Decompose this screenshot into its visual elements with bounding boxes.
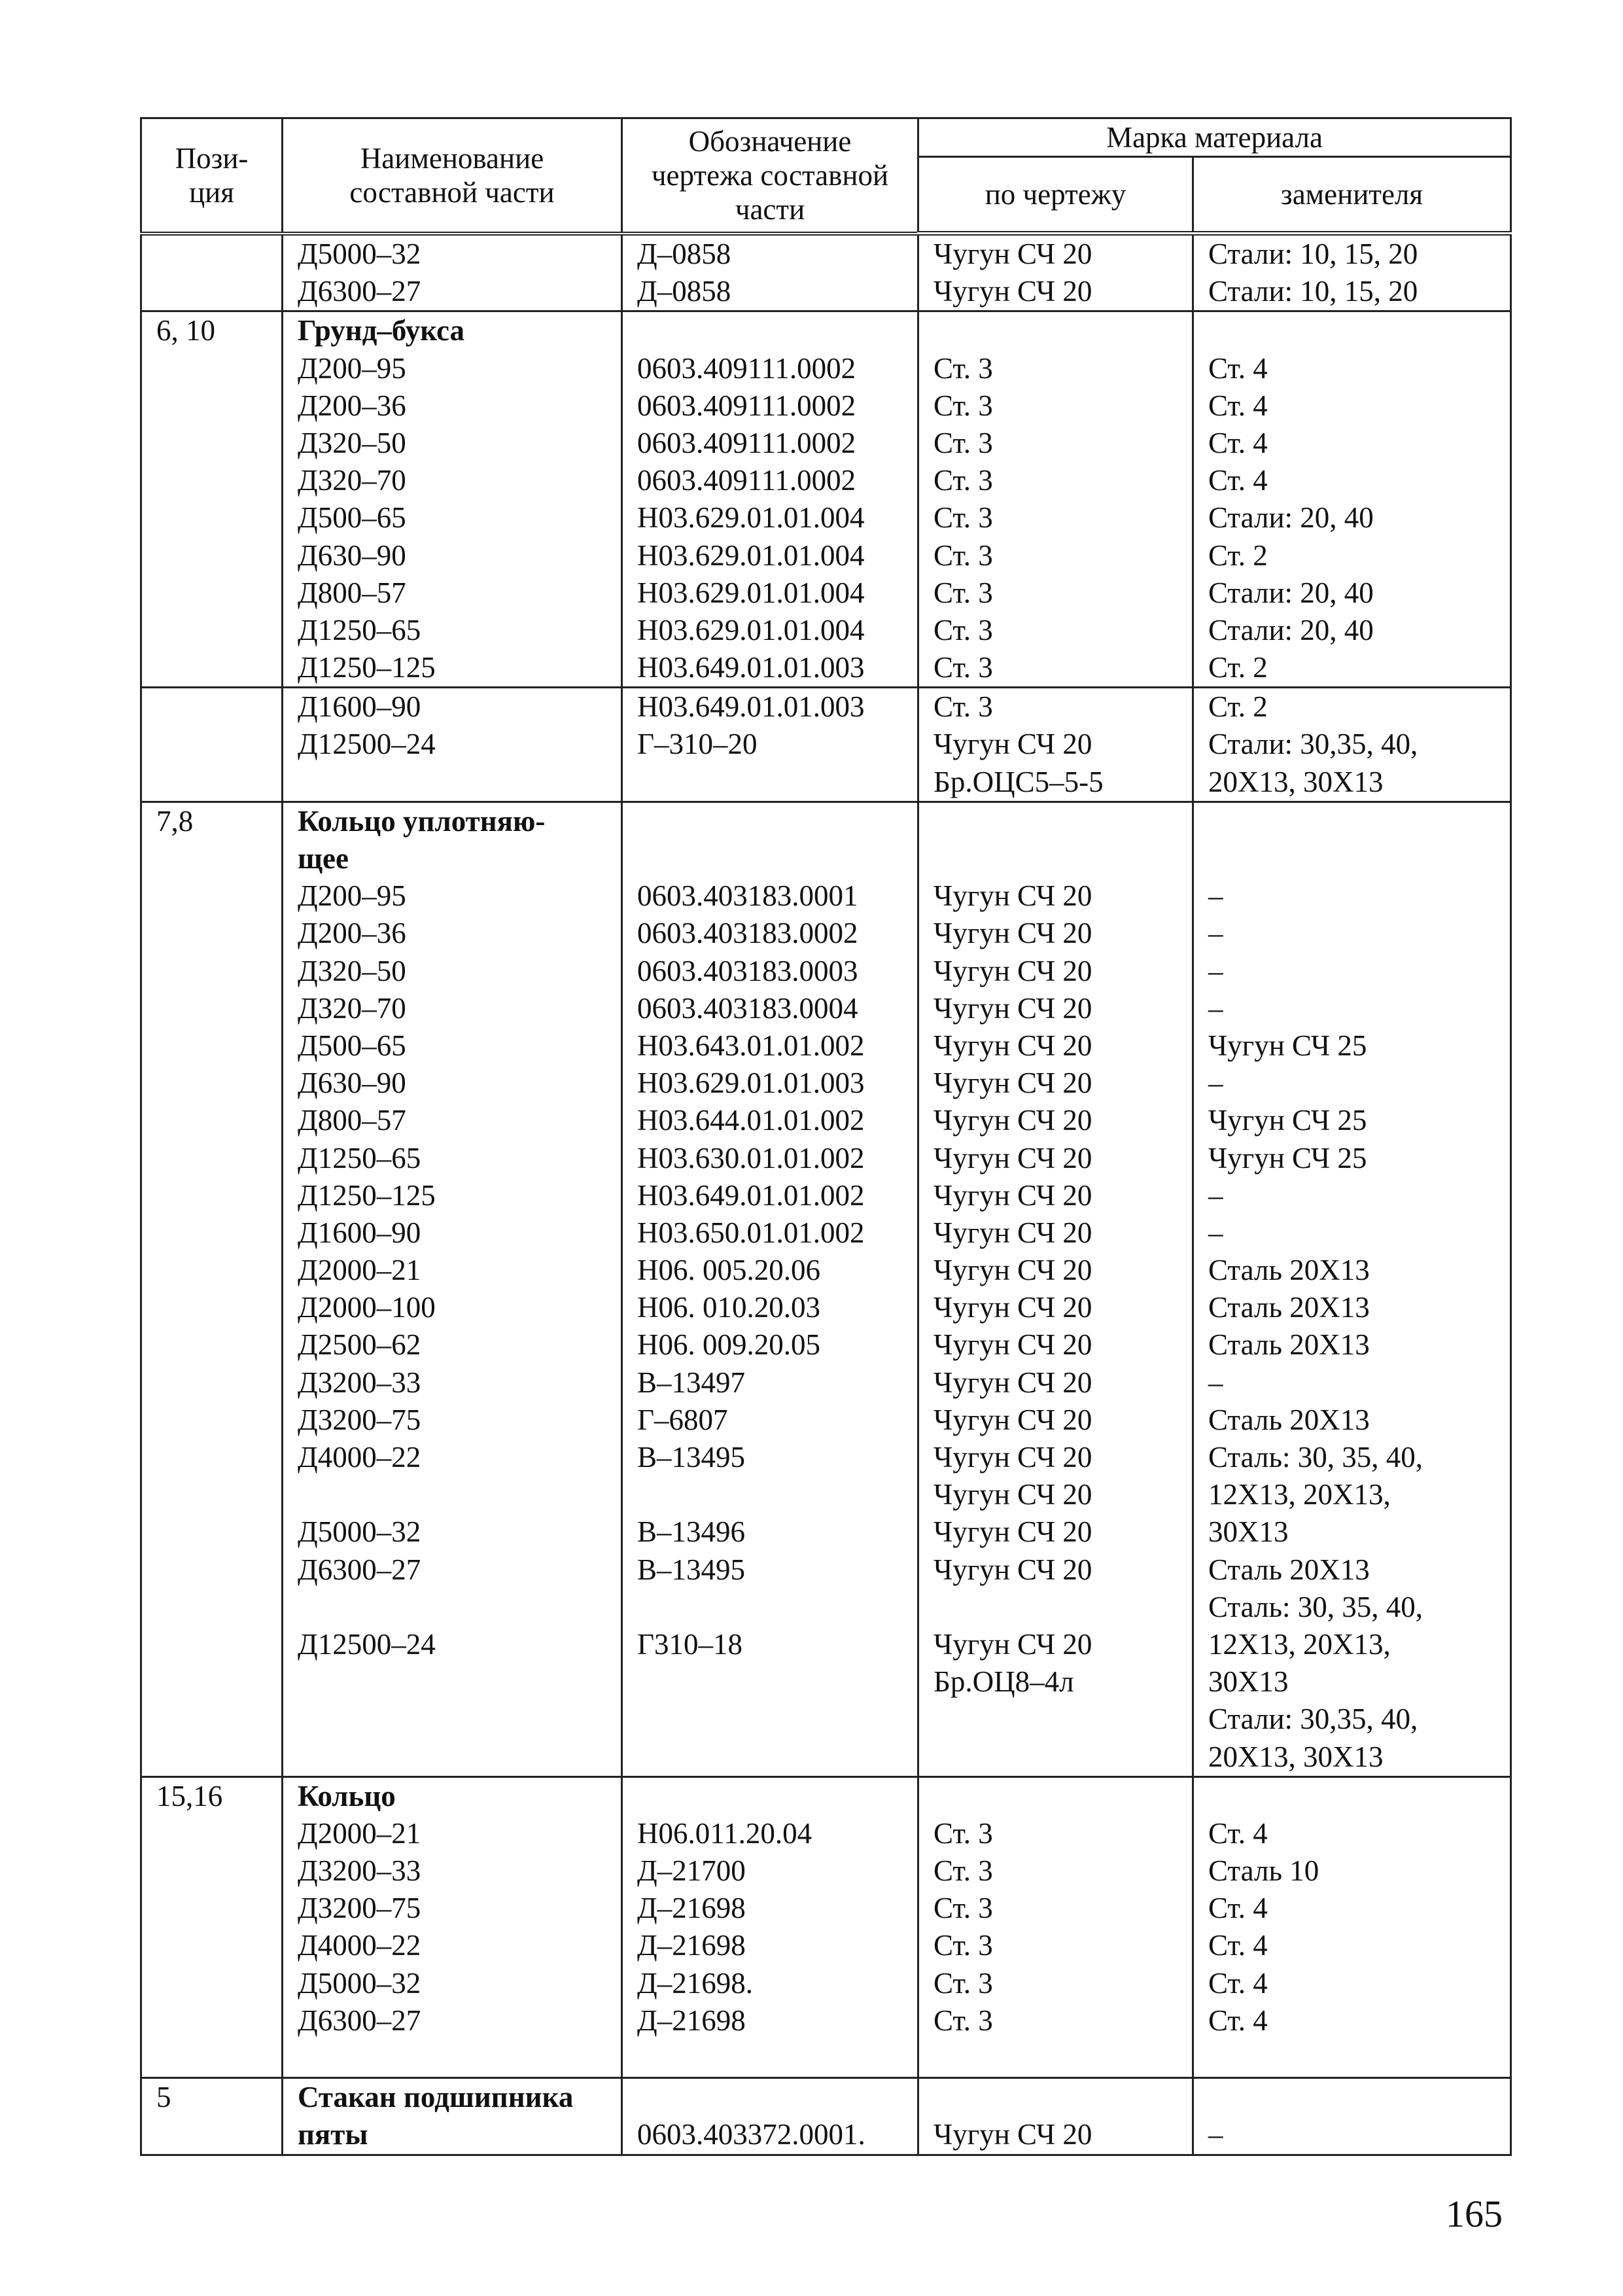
part-name: Д800–57 [298, 1104, 406, 1137]
name-cell [283, 688, 622, 802]
position-value: 15,16 [156, 1779, 223, 1812]
table-row-group [141, 802, 1511, 1776]
material-value [934, 1701, 1192, 1738]
substitute-value: 30Х13 [1208, 1665, 1289, 1699]
part-name [298, 1476, 621, 1513]
drawing-number: Н03.649.01.01.003 [637, 690, 865, 724]
part-name [298, 1701, 621, 1738]
drawing-cell [622, 311, 918, 688]
part-name [298, 2040, 621, 2077]
substitute-value: Ст. 4 [1208, 1816, 1268, 1850]
drawing-cell [622, 1776, 918, 2078]
material-value: Чугун СЧ 20 [934, 728, 1092, 761]
drawing-number [637, 764, 917, 801]
substitute-value: Ст. 4 [1208, 426, 1268, 459]
name-cell [283, 2078, 622, 2155]
material-value: Чугун СЧ 20 [934, 1478, 1092, 1511]
material-value: Ст. 3 [934, 576, 993, 609]
drawing-number [637, 1589, 917, 1626]
material-value: Чугун СЧ 20 [934, 1104, 1092, 1137]
material-value [934, 803, 1192, 840]
drawing-number: Н03.650.01.01.002 [637, 1216, 865, 1249]
substitute-value: Чугун СЧ 25 [1208, 1029, 1367, 1062]
material-value: Ст. 3 [934, 1854, 993, 1888]
substitute-value: Сталь: 30, 35, 40, [1208, 1441, 1423, 1474]
material-cell [918, 1776, 1193, 2078]
substitute-cell [1193, 234, 1511, 311]
drawing-number [637, 1778, 917, 1815]
drawing-number: 0603.403183.0002 [637, 917, 858, 950]
material-value: Ст. 3 [934, 1966, 993, 2000]
substitute-value: Ст. 4 [1208, 389, 1268, 422]
material-value: Чугун СЧ 20 [934, 1029, 1092, 1062]
position-cell [141, 311, 283, 688]
material-value: Ст. 3 [934, 351, 993, 385]
part-name: Д1250–65 [298, 1141, 421, 1174]
substitute-value: Сталь 10 [1208, 1854, 1319, 1888]
material-cell [918, 234, 1193, 311]
substitute-value: – [1208, 991, 1223, 1025]
material-value [934, 840, 1192, 877]
substitute-value: Стали: 10, 15, 20 [1208, 238, 1418, 270]
substitute-value: – [1208, 1067, 1223, 1100]
material-value: Чугун СЧ 20 [934, 1067, 1092, 1100]
part-name: Д2000–21 [298, 1254, 421, 1287]
drawing-number: Н03.630.01.01.002 [637, 1141, 865, 1174]
drawing-number: 0603.409111.0002 [637, 389, 856, 422]
part-name: Д2500–62 [298, 1328, 421, 1362]
substitute-value: Ст. 4 [1208, 1892, 1268, 1925]
part-name: Д3200–33 [298, 1854, 421, 1888]
part-name: Д1600–90 [298, 1216, 421, 1249]
material-value [934, 2040, 1192, 2077]
part-name: Д3200–75 [298, 1403, 421, 1436]
substitute-value [1208, 312, 1510, 349]
material-value: Ст. 3 [934, 426, 993, 459]
part-name: щее [298, 842, 349, 875]
name-cell [283, 311, 622, 688]
header-name: Наименование составной части [283, 118, 622, 234]
part-name: Д200–95 [298, 879, 406, 913]
material-value [934, 312, 1192, 349]
substitute-value: 20Х13, 30Х13 [1208, 1740, 1384, 1773]
substitute-value: 12Х13, 20Х13, [1208, 1478, 1391, 1511]
part-name: Д200–36 [298, 917, 406, 950]
material-value: Чугун СЧ 20 [934, 991, 1092, 1025]
table-body [141, 234, 1511, 2155]
part-name: пяты [298, 2118, 368, 2151]
substitute-value: Ст. 2 [1208, 690, 1268, 724]
substitute-value: Стали: 20, 40 [1208, 576, 1374, 609]
substitute-cell [1193, 1776, 1511, 2078]
substitute-cell [1193, 2078, 1511, 2155]
drawing-number: В–13496 [637, 1515, 746, 1549]
material-value: Ст. 3 [934, 613, 993, 646]
header-material: Марка материала [918, 118, 1511, 157]
material-value [934, 1739, 1192, 1776]
drawing-number: Д–0858 [637, 237, 731, 270]
substitute-value: Сталь 20Х13 [1208, 1328, 1370, 1362]
drawing-number: Г310–18 [637, 1627, 743, 1661]
drawing-number: Н03.629.01.01.004 [637, 539, 865, 572]
material-value: Чугун СЧ 20 [934, 275, 1092, 308]
table-header [141, 118, 1511, 234]
drawing-number: 0603.409111.0002 [637, 426, 856, 459]
material-value: Ст. 3 [934, 690, 993, 724]
drawing-number: Н03.643.01.01.002 [637, 1029, 865, 1062]
material-value: Чугун СЧ 20 [934, 1553, 1092, 1586]
drawing-number: 0603.403183.0004 [637, 991, 858, 1025]
material-value: Ст. 3 [934, 651, 993, 684]
drawing-number [637, 803, 917, 840]
substitute-value: Чугун СЧ 25 [1208, 1141, 1367, 1174]
drawing-number [637, 2079, 917, 2116]
part-name: Кольцо [298, 1779, 396, 1812]
material-value: Бр.ОЦС5–5-5 [934, 765, 1104, 798]
material-cell [918, 311, 1193, 688]
drawing-number [637, 2040, 917, 2077]
drawing-number: Н06. 009.20.05 [637, 1328, 820, 1362]
part-name: Д1250–125 [298, 1178, 436, 1212]
table-row-group [141, 311, 1511, 688]
substitute-value: Сталь 20Х13 [1208, 1291, 1370, 1324]
drawing-number: Н03.649.01.01.003 [637, 651, 865, 684]
drawing-number: Н06. 005.20.06 [637, 1254, 820, 1287]
drawing-number: Д–21698 [637, 2004, 746, 2037]
substitute-value: Ст. 4 [1208, 1966, 1268, 2000]
drawing-number: Н03.629.01.01.004 [637, 613, 865, 646]
material-value: Чугун СЧ 20 [934, 1515, 1092, 1549]
material-value: Чугун СЧ 20 [934, 1441, 1092, 1474]
material-value: Ст. 3 [934, 464, 993, 497]
substitute-value: Ст. 4 [1208, 464, 1268, 497]
part-name: Д5000–32 [298, 237, 421, 270]
name-cell [283, 1776, 622, 2078]
part-name: Стакан подшипника [298, 2081, 574, 2114]
substitute-value: Стали: 10, 15, 20 [1208, 275, 1418, 308]
material-value: Ст. 3 [934, 501, 993, 535]
part-name: Д6300–27 [298, 1553, 421, 1586]
drawing-number: 0603.403183.0003 [637, 954, 858, 987]
drawing-number: 0603.403183.0001 [637, 879, 858, 913]
substitute-value: Стали: 30,35, 40, [1208, 1703, 1418, 1736]
substitute-value: – [1208, 1178, 1223, 1212]
substitute-value [1208, 2040, 1510, 2077]
position-cell [141, 2078, 283, 2155]
part-name: Грунд–букса [298, 314, 465, 347]
drawing-number: Н06. 010.20.03 [637, 1291, 820, 1324]
substitute-value: Сталь 20Х13 [1208, 1403, 1370, 1436]
part-name: Д3200–75 [298, 1892, 421, 1925]
part-name: Д800–57 [298, 576, 406, 609]
drawing-number [637, 1476, 917, 1513]
part-name [298, 1739, 621, 1776]
drawing-number: Г–310–20 [637, 728, 758, 761]
drawing-number [637, 312, 917, 349]
position-cell [141, 802, 283, 1776]
substitute-value: Сталь 20Х13 [1208, 1254, 1370, 1287]
material-value: Чугун СЧ 20 [934, 917, 1092, 950]
substitute-cell [1193, 311, 1511, 688]
material-value: Чугун СЧ 20 [934, 1178, 1092, 1212]
substitute-value: Ст. 4 [1208, 1929, 1268, 1962]
part-name: Д6300–27 [298, 274, 421, 308]
material-value: Чугун СЧ 20 [934, 1291, 1092, 1324]
part-name [298, 764, 621, 801]
part-name: Д5000–32 [298, 1515, 421, 1549]
substitute-value [1208, 803, 1510, 840]
name-cell [283, 234, 622, 311]
material-cell [918, 688, 1193, 802]
drawing-number: 0603.409111.0002 [637, 351, 856, 385]
part-name: Д1250–125 [298, 651, 436, 684]
material-value: Чугун СЧ 20 [934, 1366, 1092, 1399]
material-value: Ст. 3 [934, 1816, 993, 1850]
position-cell [141, 1776, 283, 2078]
part-name: Д200–36 [298, 389, 406, 422]
material-value: Чугун СЧ 20 [934, 1141, 1092, 1174]
part-name [298, 1589, 621, 1626]
substitute-value: Сталь 20Х13 [1208, 1553, 1370, 1586]
page-number: 165 [1446, 2193, 1503, 2235]
substitute-value [1208, 1778, 1510, 1815]
drawing-number: Д–21698 [637, 1892, 746, 1925]
substitute-value: – [1208, 2118, 1223, 2151]
substitute-value: Ст. 2 [1208, 539, 1268, 572]
part-name: Д320–70 [298, 464, 406, 497]
material-value: Ст. 3 [934, 1929, 993, 1962]
part-name: Д4000–22 [298, 1929, 421, 1962]
drawing-number: Д–21698. [637, 1966, 753, 2000]
material-value: Чугун СЧ 20 [934, 238, 1092, 270]
position-value [156, 688, 281, 726]
substitute-value: Сталь: 30, 35, 40, [1208, 1590, 1423, 1623]
substitute-value: – [1208, 879, 1223, 913]
drawing-number: Н03.629.01.01.004 [637, 576, 865, 609]
substitute-value: – [1208, 1366, 1223, 1399]
part-name: Д5000–32 [298, 1966, 421, 2000]
drawing-number: Д–21698 [637, 1929, 746, 1962]
name-cell [283, 802, 622, 1776]
part-name: Д320–50 [298, 426, 406, 459]
part-name: Д320–50 [298, 954, 406, 987]
part-name: Д2000–100 [298, 1291, 436, 1324]
material-value: Чугун СЧ 20 [934, 879, 1092, 913]
substitute-value: Ст. 4 [1208, 2004, 1268, 2037]
material-value: Чугун СЧ 20 [934, 954, 1092, 987]
part-name: Д1250–65 [298, 613, 421, 646]
part-name: Д12500–24 [298, 728, 436, 761]
drawing-number [637, 840, 917, 877]
material-value [934, 1589, 1192, 1626]
material-value: Чугун СЧ 20 [934, 1216, 1092, 1249]
part-name: Кольцо уплотняю- [298, 804, 546, 838]
drawing-number: Д–21700 [637, 1854, 746, 1888]
table-row-group [141, 1776, 1511, 2078]
drawing-number: Н03.629.01.01.003 [637, 1067, 865, 1100]
drawing-number: 0603.403372.0001. [637, 2118, 865, 2151]
header-substitute: заменителя [1193, 157, 1511, 234]
part-name: Д500–65 [298, 1029, 406, 1062]
substitute-value: Ст. 4 [1208, 351, 1268, 385]
drawing-number: В–13495 [637, 1553, 746, 1586]
part-name: Д3200–33 [298, 1366, 421, 1399]
position-value [156, 236, 281, 273]
material-value: Чугун СЧ 20 [934, 1254, 1092, 1287]
substitute-value: Чугун СЧ 25 [1208, 1104, 1367, 1137]
substitute-value: 20Х13, 30Х13 [1208, 765, 1384, 798]
material-value: Бр.ОЦ8–4л [934, 1665, 1074, 1699]
material-cell [918, 2078, 1193, 2155]
substitute-value: – [1208, 917, 1223, 950]
substitute-value [1208, 2079, 1510, 2116]
drawing-number: Н06.011.20.04 [637, 1816, 812, 1850]
drawing-number: В–13497 [637, 1366, 746, 1399]
table-row-group [141, 234, 1511, 311]
drawing-number: 0603.409111.0002 [637, 464, 856, 497]
material-value: Ст. 3 [934, 539, 993, 572]
material-value: Чугун СЧ 20 [934, 1627, 1092, 1661]
substitute-value [1208, 840, 1510, 877]
position-value: 6, 10 [156, 314, 215, 347]
material-value: Ст. 3 [934, 389, 993, 422]
drawing-number: Н03.649.01.01.002 [637, 1178, 865, 1212]
substitute-cell [1193, 802, 1511, 1776]
drawing-number: Н03.629.01.01.004 [637, 501, 865, 535]
position-value: 7,8 [156, 804, 194, 838]
substitute-value: Стали: 30,35, 40, [1208, 728, 1418, 761]
position-cell [141, 234, 283, 311]
drawing-number [637, 1701, 917, 1738]
part-name: Д630–90 [298, 539, 406, 572]
substitute-value: 12Х13, 20Х13, [1208, 1627, 1391, 1661]
material-value: Ст. 3 [934, 1892, 993, 1925]
drawing-number [637, 1663, 917, 1701]
substitute-value: Ст. 2 [1208, 651, 1268, 684]
drawing-cell [622, 234, 918, 311]
drawing-number: Д–0858 [637, 274, 731, 308]
substitute-value: Стали: 20, 40 [1208, 613, 1374, 646]
material-value [934, 1778, 1192, 1815]
drawing-number: Н03.644.01.01.002 [637, 1104, 865, 1137]
part-name: Д1600–90 [298, 690, 421, 724]
part-name: Д6300–27 [298, 2004, 421, 2037]
drawing-number: В–13495 [637, 1441, 746, 1474]
part-name: Д320–70 [298, 991, 406, 1025]
drawing-number [637, 1739, 917, 1776]
table-row-group [141, 688, 1511, 802]
header-position: Пози- ция [141, 118, 283, 234]
substitute-value: Стали: 20, 40 [1208, 501, 1374, 535]
material-cell [918, 802, 1193, 1776]
part-name: Д500–65 [298, 501, 406, 535]
part-name [298, 1663, 621, 1701]
drawing-cell [622, 2078, 918, 2155]
drawing-cell [622, 802, 918, 1776]
table-row-group [141, 2078, 1511, 2155]
substitute-value: – [1208, 1216, 1223, 1249]
position-cell [141, 688, 283, 802]
part-name: Д2000–21 [298, 1816, 421, 1850]
drawing-number: Г–6807 [637, 1403, 728, 1436]
part-name: Д200–95 [298, 351, 406, 385]
position-value: 5 [156, 2081, 171, 2114]
material-value: Чугун СЧ 20 [934, 1328, 1092, 1362]
part-name: Д4000–22 [298, 1441, 421, 1474]
material-value [934, 2079, 1192, 2116]
material-value: Ст. 3 [934, 2004, 993, 2037]
material-value: Чугун СЧ 20 [934, 1403, 1092, 1436]
header-by-drawing: по чертежу [918, 157, 1193, 234]
substitute-value: – [1208, 954, 1223, 987]
drawing-cell [622, 688, 918, 802]
header-drawing: Обозначение чертежа составной части [622, 118, 918, 234]
substitute-cell [1193, 688, 1511, 802]
materials-table [140, 117, 1512, 2156]
material-value: Чугун СЧ 20 [934, 2118, 1092, 2151]
substitute-value: 30Х13 [1208, 1515, 1289, 1549]
part-name: Д12500–24 [298, 1627, 436, 1661]
part-name: Д630–90 [298, 1067, 406, 1100]
